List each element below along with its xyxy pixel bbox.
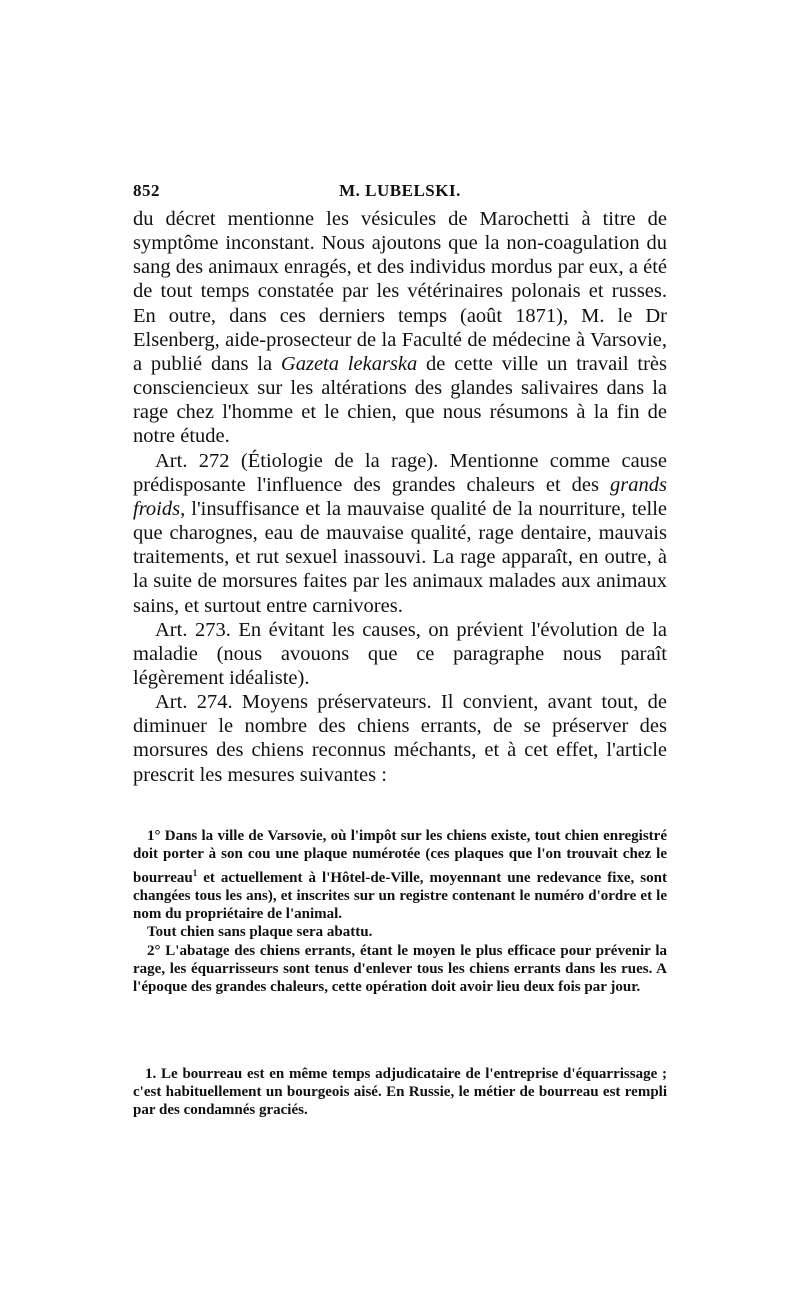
text-run: du décret mentionne les vésicules de Marochetti à titre de symptôme inconstant. Nous ajoutons que la non-coagulation du sang des animaux enragés, et des individus mordus par eux, a été de tout temps constatée par les vétérinaires polonais et russes. En outre, dans ces derniers temps (août 1871), M. le Dr Elsenberg, aide-prosecteur de la Faculté de médecine à Varsovie, a publié dans la [133,208,667,375]
footnotes [133,1065,667,1119]
running-head: M. LUBELSKI. [339,181,461,200]
footnote-1: 1. Le bourreau est en même temps adjudicataire de l'entreprise d'équarrissage ; c'est habituellement un bourgeois aisé. En Russie, le métier de bourreau est rempli par des condamnés graciés. [133,1066,667,1118]
regulation-1b: Tout chien sans plaque sera abattu. [147,924,373,941]
text-run: de cette ville un travail très consciencieux sur les altérations des glandes salivaires dans la rage chez l'homme et le chien, que nous résumons à la fin de notre étude. [133,352,667,448]
text-run: , l'insuffisance et la mauvaise qualité de la nourriture, telle que charognes, eau de mauvaise qualité, rage dentaire, mauvais traitements, et rut sexuel inassouvi. La rage apparaît, en outre, à la suite de morsures faites par les animaux malades aux animaux sains, et surtout entre carnivores. [133,497,667,617]
regulation-1 [133,827,667,923]
main-text [133,207,667,787]
journal-title: Gazeta lekarska [280,352,418,375]
page-number: 852 [133,181,160,200]
page-header [133,181,667,207]
paragraph-art-273: Art. 273. En évitant les causes, on prévient l'évolution de la maladie (nous avouons que ce paragraphe nous paraît légèrement idéaliste). [133,618,667,689]
text-run: 1° Dans la ville de Varsovie, où l'impôt sur les chiens existe, tout chien enregistré doit porter à son cou une plaque numérotée (ces plaques que l'on trouvait chez le bourreau [133,828,667,886]
paragraph-art-272 [133,449,667,618]
footnote-ref: 1 [192,867,198,878]
text-run: Art. 272 (Étiologie de la rage). Mentionne comme cause prédisposante l'influence des grandes chaleurs et des [133,449,667,496]
regulations-block [133,827,667,997]
paragraph-decree [133,207,667,449]
regulation-2: 2° L'abatage des chiens errants, étant le moyen le plus efficace pour prévenir la rage, les équarrisseurs sont tenus d'enlever tous les chiens errants dans les rues. A l'époque des grandes chaleurs, cette opération doit avoir lieu deux fois par jour. [133,942,667,996]
text-run: et actuellement à l'Hôtel-de-Ville, moyennant une redevance fixe, sont changées tous les ans), et inscrites sur un registre contenant le numéro d'ordre et le nom du propriétaire de l'animal. [133,869,667,923]
emphasis: grands froids [133,473,667,520]
paragraph-art-274: Art. 274. Moyens préservateurs. Il convient, avant tout, de diminuer le nombre des chiens errants, de se préserver des morsures des chiens reconnus méchants, et à cet effet, l'article prescrit les mesures suivantes : [133,691,667,786]
